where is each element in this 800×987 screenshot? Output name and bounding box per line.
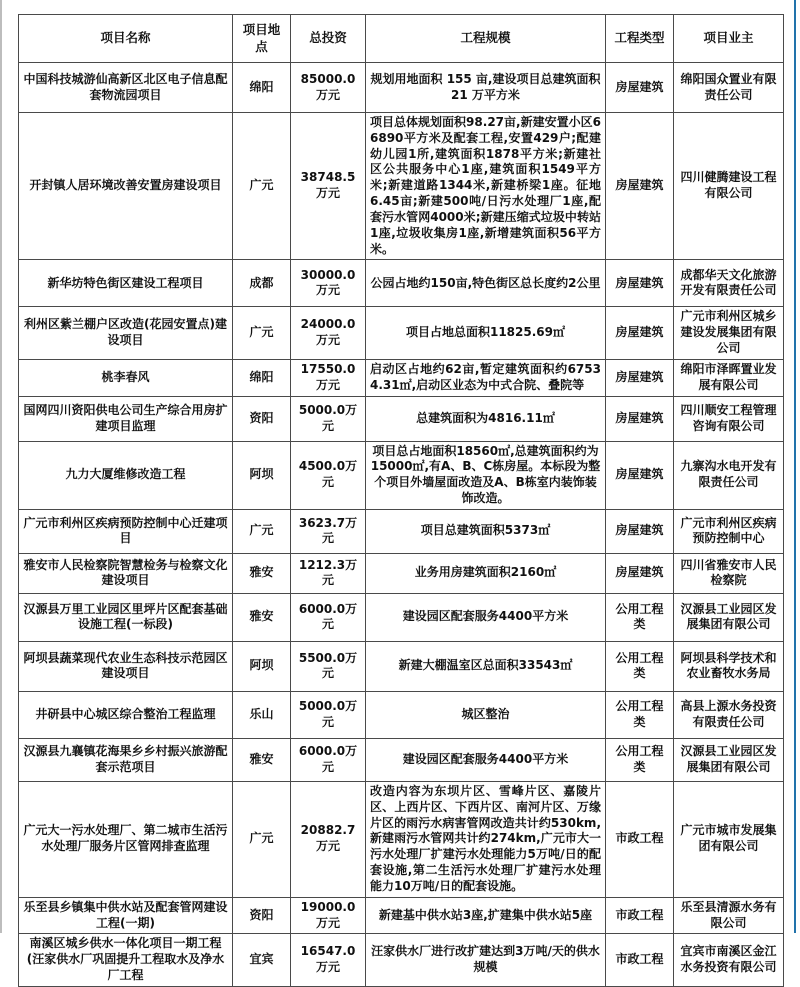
column-header-location: 项目地点 [233,15,291,63]
cell-type: 房屋建筑 [606,359,674,396]
table-row [19,553,784,593]
cell-owner: 四川省雅安市人民检察院 [674,553,784,593]
cell-name: 九力大厦维修改造工程 [19,441,233,509]
table-body [19,63,784,987]
cell-location: 资阳 [233,396,291,441]
cell-investment: 19000.0万元 [291,897,366,934]
cell-investment: 6000.0万元 [291,593,366,641]
table-row [19,396,784,441]
cell-location: 雅安 [233,593,291,641]
cell-investment: 5500.0万元 [291,641,366,691]
cell-type: 房屋建筑 [606,441,674,509]
cell-type: 市政工程 [606,781,674,897]
cell-investment: 6000.0万元 [291,738,366,781]
cell-name: 国网四川资阳供电公司生产综合用房扩建项目监理 [19,396,233,441]
cell-type: 公用工程类 [606,738,674,781]
cell-location: 资阳 [233,897,291,934]
table-row [19,441,784,509]
cell-scale: 项目总建筑面积5373㎡ [366,509,606,553]
cell-type: 房屋建筑 [606,113,674,260]
cell-investment: 30000.0万元 [291,260,366,307]
cell-name: 开封镇人居环境改善安置房建设项目 [19,113,233,260]
cell-name: 桃李春风 [19,359,233,396]
window-left-edge-line [0,0,2,933]
table-row [19,359,784,396]
cell-location: 阿坝 [233,641,291,691]
cell-scale: 总建筑面积为4816.11㎡ [366,396,606,441]
column-header-name: 项目名称 [19,15,233,63]
cell-scale: 业务用房建筑面积2160㎡ [366,553,606,593]
cell-name: 中国科技城游仙高新区北区电子信息配套物流园项目 [19,63,233,113]
cell-name: 利州区紫兰棚户区改造(花园安置点)建设项目 [19,307,233,359]
cell-location: 绵阳 [233,63,291,113]
cell-type: 公用工程类 [606,691,674,738]
table-row [19,113,784,260]
cell-scale: 规划用地面积 155 亩,建设项目总建筑面积 21 万平方米 [366,63,606,113]
cell-location: 广元 [233,307,291,359]
cell-investment: 4500.0万元 [291,441,366,509]
cell-type: 房屋建筑 [606,63,674,113]
cell-scale: 项目占地总面积11825.69㎡ [366,307,606,359]
column-header-investment: 总投资 [291,15,366,63]
cell-type: 房屋建筑 [606,307,674,359]
cell-location: 雅安 [233,738,291,781]
cell-owner: 高县上源水务投资有限责任公司 [674,691,784,738]
table-row [19,738,784,781]
cell-scale: 建设园区配套服务4400平方米 [366,738,606,781]
cell-owner: 乐至县清源水务有限公司 [674,897,784,934]
cell-owner: 广元市利州区疾病预防控制中心 [674,509,784,553]
cell-scale: 建设园区配套服务4400平方米 [366,593,606,641]
cell-scale: 项目总体规划面积98.27亩,新建安置小区66890平方米及配套工程,安置429户;配建幼儿园1所,建筑面积1878平方米;新建社区公共服务中心1座,建筑面积1549平方米;新建道路1344米,新建桥梁1座。征地6.45亩;新建500吨/日污水处理厂1座,配套污水管网4000米;新建压缩式垃圾中转站1座,垃圾收集房1座,新增建筑面积56平方米。 [366,113,606,260]
cell-owner: 广元市城市发展集团有限公司 [674,781,784,897]
cell-scale: 城区整治 [366,691,606,738]
cell-investment: 5000.0万元 [291,396,366,441]
column-header-type: 工程类型 [606,15,674,63]
cell-location: 绵阳 [233,359,291,396]
cell-owner: 四川顺安工程管理咨询有限公司 [674,396,784,441]
cell-name: 南溪区城乡供水一体化项目一期工程(汪家供水厂巩固提升工程取水及净水厂工程 [19,934,233,986]
cell-location: 成都 [233,260,291,307]
cell-owner: 汉源县工业园区发展集团有限公司 [674,593,784,641]
cell-location: 广元 [233,113,291,260]
cell-owner: 汉源县工业园区发展集团有限公司 [674,738,784,781]
cell-investment: 1212.3万元 [291,553,366,593]
cell-scale: 改造内容为东坝片区、雪峰片区、嘉陵片区、上西片区、下西片区、南河片区、万缘片区的雨污水病害管网改造共计约530km,新建雨污水管网共计约274km,广元市大一污水处理厂扩建污水处理能力5万吨/日的配套设施,第二生活污水处理厂扩建污水处理能力10万吨/日的配套设施。 [366,781,606,897]
table-row [19,593,784,641]
cell-investment: 5000.0万元 [291,691,366,738]
cell-location: 雅安 [233,553,291,593]
table-row [19,781,784,897]
table-row [19,509,784,553]
table-row [19,934,784,986]
cell-investment: 20882.7万元 [291,781,366,897]
cell-investment: 16547.0万元 [291,934,366,986]
cell-investment: 17550.0万元 [291,359,366,396]
cell-owner: 四川健腾建设工程有限公司 [674,113,784,260]
cell-investment: 24000.0万元 [291,307,366,359]
cell-name: 雅安市人民检察院智慧检务与检察文化建设项目 [19,553,233,593]
window-right-edge-line [794,0,796,933]
table-row [19,307,784,359]
table-row [19,897,784,934]
cell-name: 新华坊特色街区建设工程项目 [19,260,233,307]
cell-type: 市政工程 [606,897,674,934]
column-header-scale: 工程规模 [366,15,606,63]
cell-investment: 3623.7万元 [291,509,366,553]
cell-location: 阿坝 [233,441,291,509]
cell-owner: 成都华天文化旅游开发有限责任公司 [674,260,784,307]
column-header-owner: 项目业主 [674,15,784,63]
cell-location: 乐山 [233,691,291,738]
cell-type: 市政工程 [606,934,674,986]
cell-owner: 广元市利州区城乡建设发展集团有限公司 [674,307,784,359]
projects-table [18,14,784,987]
cell-name: 汉源县九襄镇花海果乡乡村振兴旅游配套示范项目 [19,738,233,781]
cell-name: 广元大一污水处理厂、第二城市生活污水处理厂服务片区管网排查监理 [19,781,233,897]
cell-investment: 38748.5万元 [291,113,366,260]
cell-scale: 汪家供水厂进行改扩建达到3万吨/天的供水规模 [366,934,606,986]
cell-scale: 公园占地约150亩,特色街区总长度约2公里 [366,260,606,307]
cell-owner: 绵阳市泽晖置业发展有限公司 [674,359,784,396]
cell-scale: 项目总占地面积18560㎡,总建筑面积约为15000㎡,有A、B、C栋房屋。本标段为整个项目外墙屋面改造及A、B栋室内装饰装饰改造。 [366,441,606,509]
cell-type: 房屋建筑 [606,509,674,553]
cell-investment: 85000.0万元 [291,63,366,113]
cell-owner: 绵阳国众置业有限责任公司 [674,63,784,113]
table-row [19,260,784,307]
cell-name: 广元市利州区疾病预防控制中心迁建项目 [19,509,233,553]
cell-name: 乐至县乡镇集中供水站及配套管网建设工程(一期) [19,897,233,934]
cell-owner: 阿坝县科学技术和农业畜牧水务局 [674,641,784,691]
table-row [19,641,784,691]
table-row [19,63,784,113]
cell-scale: 新建基中供水站3座,扩建集中供水站5座 [366,897,606,934]
cell-name: 阿坝县蔬菜现代农业生态科技示范园区建设项目 [19,641,233,691]
cell-type: 房屋建筑 [606,396,674,441]
table-row [19,691,784,738]
cell-location: 广元 [233,781,291,897]
cell-location: 宜宾 [233,934,291,986]
cell-scale: 新建大棚温室区总面积33543㎡ [366,641,606,691]
table-header-row [19,15,784,63]
cell-type: 公用工程类 [606,641,674,691]
cell-owner: 九寨沟水电开发有限责任公司 [674,441,784,509]
cell-owner: 宜宾市南溪区金江水务投资有限公司 [674,934,784,986]
cell-name: 汉源县万里工业园区里坪片区配套基础设施工程(一标段) [19,593,233,641]
cell-scale: 启动区占地约62亩,暂定建筑面积约67534.31㎡,启动区业态为中式合院、叠院等 [366,359,606,396]
cell-type: 公用工程类 [606,593,674,641]
cell-type: 房屋建筑 [606,553,674,593]
cell-location: 广元 [233,509,291,553]
cell-type: 房屋建筑 [606,260,674,307]
cell-name: 井研县中心城区综合整治工程监理 [19,691,233,738]
